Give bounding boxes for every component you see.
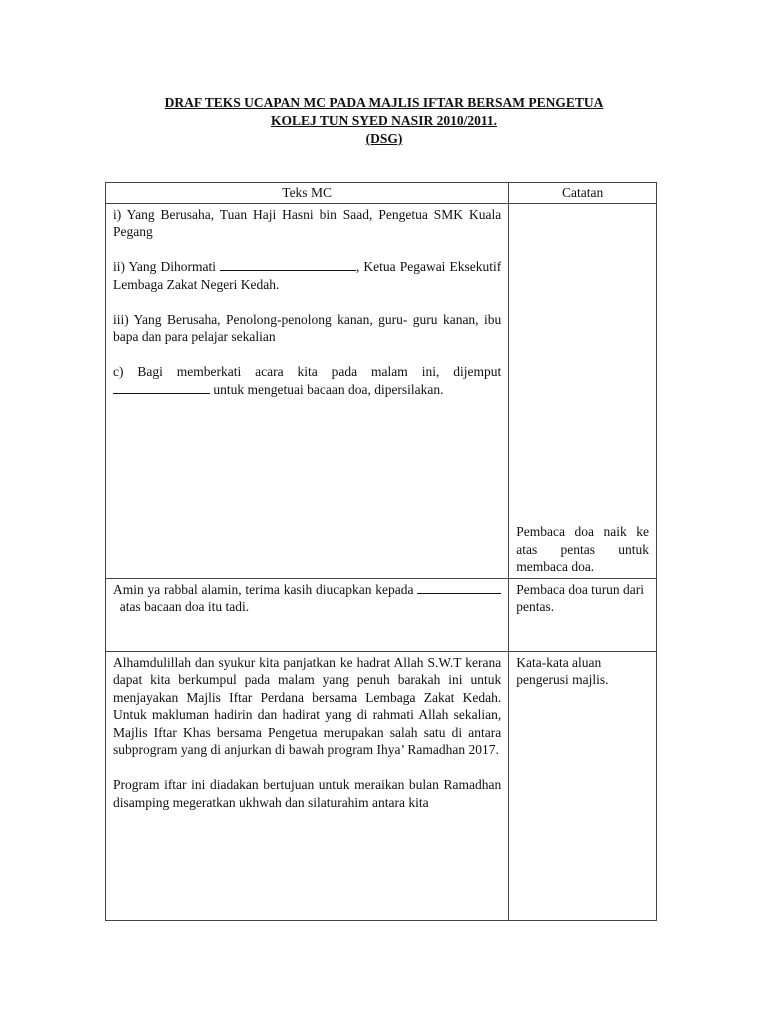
table-header-row [106,183,657,204]
mc-script-table [105,182,657,921]
table-row [106,651,657,920]
table-row [106,203,657,578]
catatan-cell [509,203,657,578]
catatan-cell [509,578,657,651]
header-catatan: Catatan [509,183,657,204]
teks-cell [106,578,509,651]
blank-line [417,581,501,594]
doa-invitation-end: untuk mengetuai bacaan doa, dipersilakan. [213,381,444,397]
doa-invitation [113,363,501,398]
thanks-text-start: Amin ya rabbal alamin, terima kasih diucapkan kepada [113,581,414,597]
catatan-text: Pembaca doa naik ke atas pentas untuk membaca doa. [516,524,649,574]
blank-line [220,258,356,271]
title-line-2: KOLEJ TUN SYED NASIR 2010/2011. [271,113,497,128]
catatan-text: Pembaca doa turun dari pentas. [516,581,645,614]
document-title [0,94,768,148]
title-line-3: (DSG) [365,131,403,146]
welcome-speech-paragraph-2: Program iftar ini diadakan bertujuan untuk meraikan bulan Ramadhan disamping megeratkan ukhwah dan silaturahim antara kita [113,777,502,810]
doa-invitation-start: c) Bagi memberkati acara kita pada malam ini, dijemput [113,364,502,379]
greeting-guru: iii) Yang Berusaha, Penolong-penolong kanan, guru- guru kanan, ibu bapa dan para pelajar sekalian [113,311,502,344]
table-row [106,578,657,651]
title-line-1: DRAF TEKS UCAPAN MC PADA MAJLIS IFTAR BERSAM PENGETUA [164,95,604,110]
blank-line [113,381,210,394]
greeting-ketua-pegawai-start: ii) Yang Dihormati [113,259,216,274]
teks-cell [106,203,509,578]
greeting-ketua-pegawai [113,258,501,293]
header-teks-mc: Teks MC [106,183,509,204]
greeting-pengetua: i) Yang Berusaha, Tuan Haji Hasni bin Saad, Pengetua SMK Kuala Pegang [113,206,502,239]
thanks-text-end: atas bacaan doa itu tadi. [119,599,250,614]
welcome-speech-paragraph-1: Alhamdulillah dan syukur kita panjatkan ke hadrat Allah S.W.T kerana dapat kita berkumpul pada malam yang penuh barakah ini untuk menjayakan Majlis Iftar Perdana bersama Lembaga Zakat Kedah. Untuk makluman hadirin dan hadirat yang di rahmati Allah sekalian, Majlis Iftar Khas bersama Pengetua merupakan salah satu di antara subprogram yang di anjurkan di bawah program Ihya’ Ramadhan 2017. [113,654,502,757]
greeting-ketua-pegawai-end: , Ketua Pegawai Eksekutif Lembaga Zakat Negeri Kedah. [113,259,502,292]
catatan-text: Kata-kata aluan pengerusi majlis. [516,654,609,687]
catatan-cell [509,651,657,920]
teks-cell [106,651,509,920]
thanks-text [113,581,501,616]
